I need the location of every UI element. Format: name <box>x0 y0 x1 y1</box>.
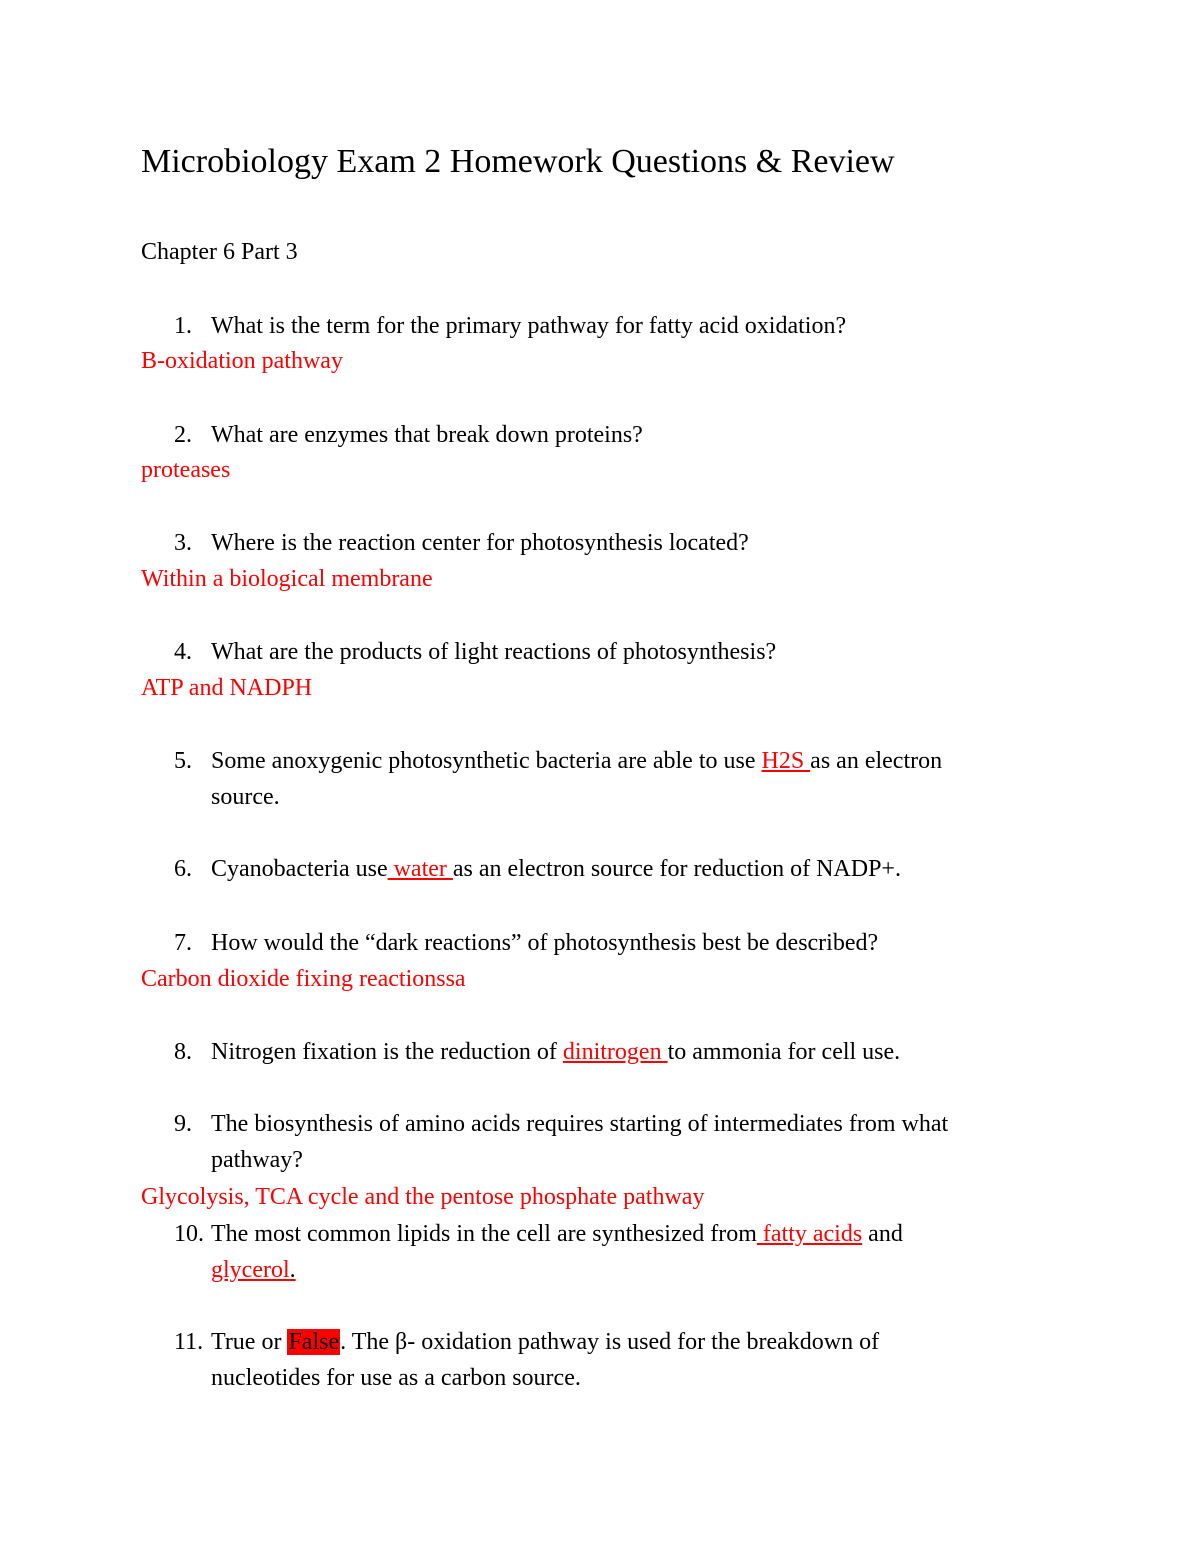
question-text-part: Some anoxygenic photosynthetic bacteria are able to use <box>211 748 762 774</box>
question-text-part: . The β- oxidation pathway is used for the breakdown of <box>340 1329 880 1355</box>
fill-in-answer: fatty acids <box>756 1221 863 1247</box>
question-line <box>211 1034 1071 1070</box>
question-number: 2. <box>174 422 192 448</box>
question-text <box>211 1216 1071 1288</box>
question-number: 3. <box>174 530 192 556</box>
question-line <box>211 743 1071 779</box>
question-text: Where is the reaction center for photosynthesis located? <box>211 530 749 556</box>
question-line: The biosynthesis of amino acids requires starting of intermediates from what <box>211 1111 949 1137</box>
highlighted-answer: False <box>288 1329 340 1355</box>
question-line <box>211 1324 1071 1360</box>
question-text <box>211 743 1071 815</box>
question-text: What are the products of light reactions of photosynthesis? <box>211 639 777 665</box>
question-line: source. <box>211 784 280 810</box>
answer-2: proteases <box>141 457 231 483</box>
question-number: 1. <box>174 313 192 339</box>
question-line: nucleotides for use as a carbon source. <box>211 1365 581 1391</box>
fill-in-answer: dinitrogen <box>562 1039 668 1065</box>
answer-9: Glycolysis, TCA cycle and the pentose phosphate pathway <box>141 1184 705 1210</box>
question-text: What is the term for the primary pathway for fatty acid oxidation? <box>211 313 847 339</box>
question-text <box>211 1324 1071 1396</box>
question-text <box>211 851 1071 887</box>
question-text-part: True or <box>211 1329 288 1355</box>
question-number: 9. <box>174 1111 192 1137</box>
fill-in-answer: water <box>387 856 453 882</box>
question-text: What are enzymes that break down proteins? <box>211 422 643 448</box>
question-number: 6. <box>174 856 192 882</box>
answer-4: ATP and NADPH <box>141 675 313 701</box>
question-number: 7. <box>174 930 192 956</box>
fill-in-answer: glycerol <box>211 1257 290 1283</box>
answer-1: B-oxidation pathway <box>141 348 343 374</box>
question-line: pathway? <box>211 1147 303 1173</box>
question-text-part: and <box>862 1221 903 1247</box>
question-text-part: . <box>289 1257 296 1283</box>
question-text <box>211 1034 1071 1070</box>
question-number: 4. <box>174 639 192 665</box>
question-text-part: as an electron source for reduction of NADP+. <box>452 856 901 882</box>
question-text-part: Nitrogen fixation is the reduction of <box>211 1039 563 1065</box>
question-number: 11. <box>174 1329 204 1355</box>
question-line <box>211 1216 1071 1252</box>
question-text-part: as an electron <box>810 748 943 774</box>
page-title: Microbiology Exam 2 Homework Questions & Review <box>141 143 895 180</box>
question-line <box>211 851 1071 887</box>
question-number: 5. <box>174 748 192 774</box>
question-text-part: Cyanobacteria use <box>211 856 388 882</box>
question-number: 10. <box>174 1221 204 1247</box>
question-text-part: to ammonia for cell use. <box>667 1039 901 1065</box>
chapter-heading: Chapter 6 Part 3 <box>141 239 298 265</box>
answer-3: Within a biological membrane <box>141 566 433 592</box>
question-number: 8. <box>174 1039 192 1065</box>
fill-in-answer: H2S <box>761 748 811 774</box>
question-text-part: The most common lipids in the cell are synthesized from <box>211 1221 757 1247</box>
answer-7: Carbon dioxide fixing reactionssa <box>141 966 466 992</box>
question-line <box>211 1252 1071 1288</box>
question-text: How would the “dark reactions” of photosynthesis best be described? <box>211 930 879 956</box>
question-text <box>211 1106 1071 1178</box>
